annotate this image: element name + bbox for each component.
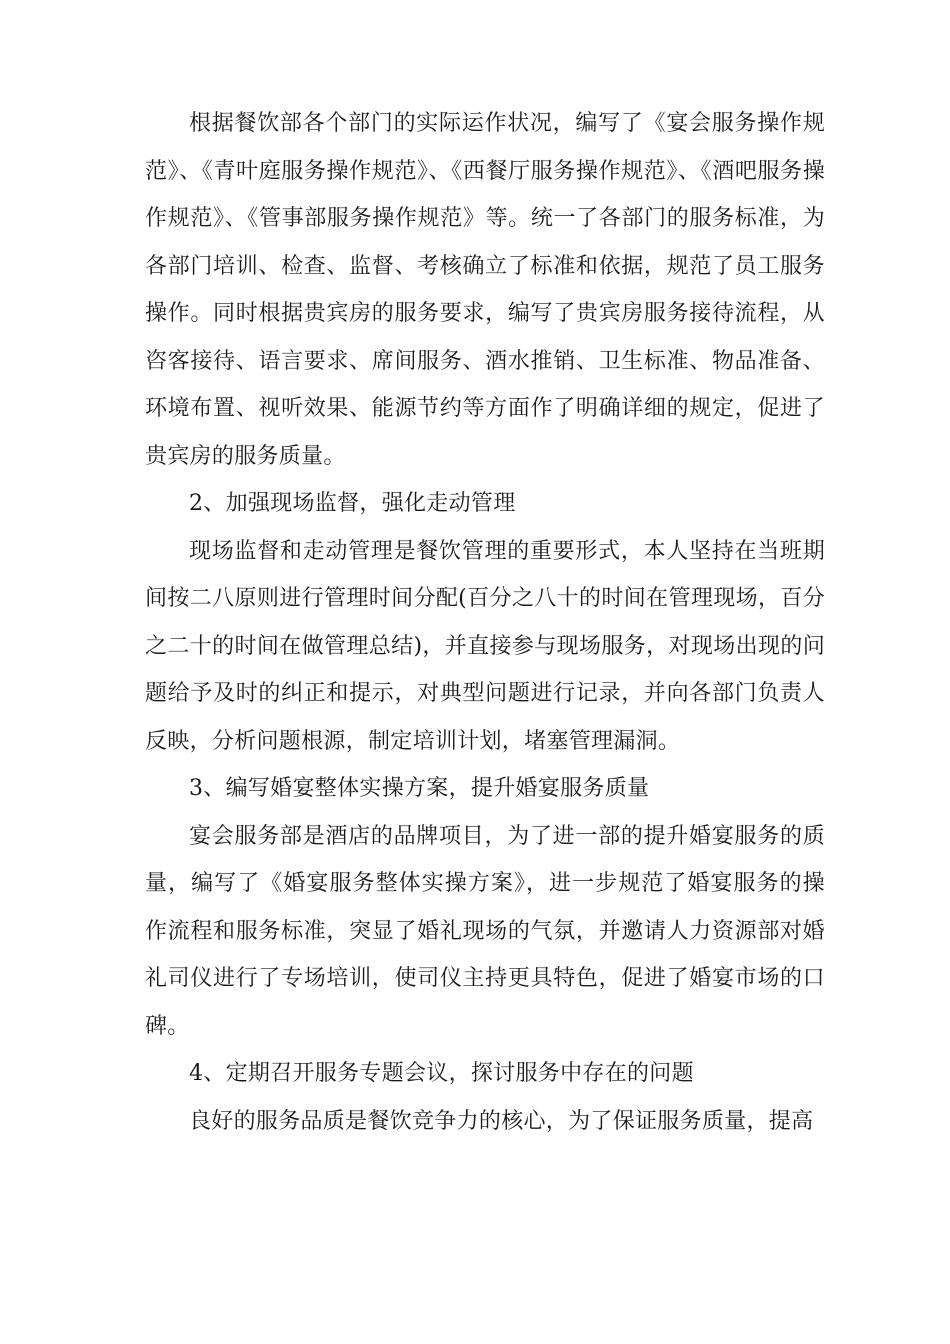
document-body — [145, 100, 825, 1145]
paragraph-wedding: 宴会服务部是酒店的品牌项目，为了进一部的提升婚宴服务的质量，编写了《婚宴服务整体实操方案》，进一步规范了婚宴服务的操作流程和服务标准，突显了婚礼现场的气氛，并邀请人力资源部对婚礼司仪进行了专场培训，使司仪主持更具特色，促进了婚宴市场的口碑。 — [145, 823, 825, 1039]
section-heading-4: 4、定期召开服务专题会议，探讨服务中存在的问题 — [189, 1061, 694, 1086]
paragraph-quality: 良好的服务品质是餐饮竞争力的核心，为了保证服务质量，提高 — [189, 1108, 814, 1134]
paragraph-supervision: 现场监督和走动管理是餐饮管理的重要形式，本人坚持在当班期间按二八原则进行管理时间分配(百分之八十的时间在管理现场，百分之二十的时间在做管理总结)，并直接参与现场服务，对现场出现的问题给予及时的纠正和提示，对典型问题进行记录，并向各部门负责人反映，分析问题根源，制定培训计划，堵塞管理漏洞。 — [145, 538, 825, 754]
section-heading-2: 2、加强现场监督，强化走动管理 — [189, 491, 516, 516]
section-heading-3: 3、编写婚宴整体实操方案，提升婚宴服务质量 — [189, 776, 650, 801]
paragraph-standards: 根据餐饮部各个部门的实际运作状况，编写了《宴会服务操作规范》、《青叶庭服务操作规范》、《西餐厅服务操作规范》、《酒吧服务操作规范》、《管事部服务操作规范》等。统一了各部门的服务标准，为各部门培训、检查、监督、考核确立了标准和依据，规范了员工服务操作。同时根据贵宾房的服务要求，编写了贵宾房服务接待流程，从咨客接待、语言要求、席间服务、酒水推销、卫生标准、物品准备、环境布置、视听效果、能源节约等方面作了明确详细的规定，促进了贵宾房的服务质量。 — [145, 111, 825, 469]
